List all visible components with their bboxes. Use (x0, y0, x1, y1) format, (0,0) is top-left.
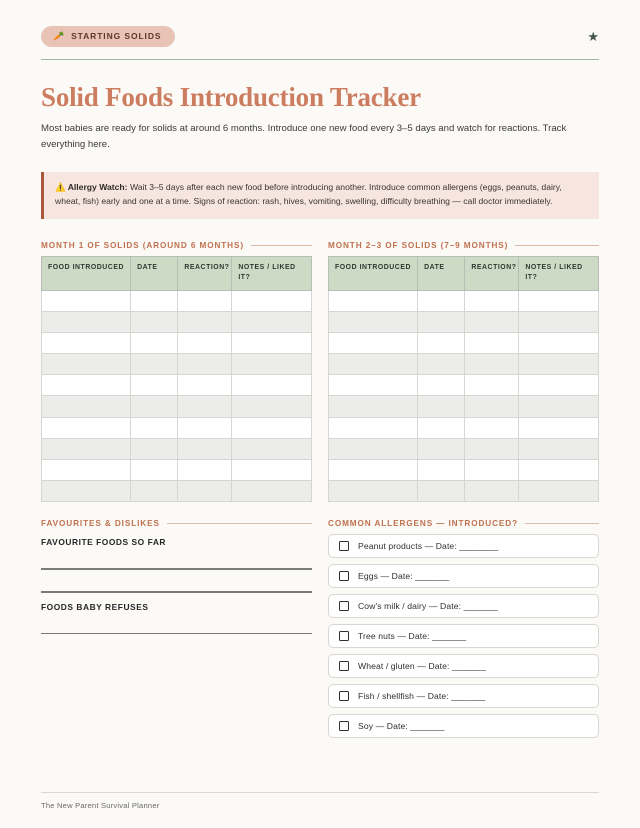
badge-label: STARTING SOLIDS (71, 31, 162, 41)
allergen-label: Tree nuts — Date: _______ (358, 631, 467, 642)
table-row[interactable] (42, 354, 312, 375)
table-row[interactable] (329, 354, 599, 375)
allergen-check-row[interactable] (328, 564, 599, 588)
starting-solids-badge (41, 26, 175, 47)
table-row[interactable] (329, 481, 599, 502)
allergen-label: Eggs — Date: _______ (358, 571, 450, 582)
table-cell[interactable] (465, 396, 519, 417)
table-row[interactable] (329, 438, 599, 459)
table-cell[interactable] (519, 375, 599, 396)
table-cell[interactable] (329, 481, 418, 502)
table-cell[interactable] (418, 417, 465, 438)
page-footer (41, 792, 599, 810)
checkbox-icon[interactable] (339, 631, 349, 641)
table-cell[interactable] (329, 417, 418, 438)
section-rule (525, 523, 599, 524)
allergen-label: Cow's milk / dairy — Date: _______ (358, 601, 498, 612)
table-cell[interactable] (131, 290, 178, 311)
table-cell[interactable] (418, 311, 465, 332)
page-intro: Most babies are ready for solids at around 6 months. Introduce one new food every 3–5 days and watch for reactions. Track everything here. (41, 123, 567, 150)
allergy-watch-callout (41, 172, 599, 219)
table-cell[interactable] (232, 354, 312, 375)
table-cell[interactable] (42, 481, 131, 502)
checkbox-icon[interactable] (339, 541, 349, 551)
table-cell[interactable] (329, 375, 418, 396)
table-cell[interactable] (178, 460, 232, 481)
table-row[interactable] (329, 417, 599, 438)
table-cell[interactable] (465, 311, 519, 332)
table-row[interactable] (42, 311, 312, 332)
table-cell[interactable] (42, 311, 131, 332)
allergen-check-row[interactable] (328, 624, 599, 648)
col-food-introduced: FOOD INTRODUCED (329, 256, 418, 290)
allergens-block (328, 519, 599, 744)
refused-foods-line-1[interactable] (41, 633, 312, 635)
table-cell[interactable] (418, 460, 465, 481)
table-cell[interactable] (178, 375, 232, 396)
table-cell[interactable] (178, 396, 232, 417)
table-cell[interactable] (42, 438, 131, 459)
favourite-foods-line-1[interactable] (41, 568, 312, 570)
table-cell[interactable] (465, 354, 519, 375)
star-icon: ★ (587, 29, 599, 44)
table-header-row (42, 256, 312, 290)
table-cell[interactable] (465, 417, 519, 438)
footer-divider (41, 792, 599, 793)
section-rule (515, 245, 599, 246)
table-row[interactable] (42, 481, 312, 502)
table-cell[interactable] (465, 290, 519, 311)
allergens-label: COMMON ALLERGENS — INTRODUCED? (328, 519, 518, 529)
allergen-check-row[interactable] (328, 714, 599, 738)
table-cell[interactable] (519, 396, 599, 417)
allergen-check-row[interactable] (328, 534, 599, 558)
allergen-check-row[interactable] (328, 684, 599, 708)
table-cell[interactable] (329, 396, 418, 417)
table-cell[interactable] (131, 332, 178, 353)
allergen-label: Soy — Date: _______ (358, 721, 445, 732)
table-cell[interactable] (42, 396, 131, 417)
table-cell[interactable] (131, 354, 178, 375)
table-row[interactable] (329, 290, 599, 311)
table-cell[interactable] (232, 417, 312, 438)
carrot-icon: 🥕 (53, 30, 66, 41)
table-cell[interactable] (178, 311, 232, 332)
table-cell[interactable] (329, 290, 418, 311)
table-cell[interactable] (465, 375, 519, 396)
favourites-block (41, 519, 312, 744)
favourites-section-head (41, 519, 312, 528)
allergen-check-row[interactable] (328, 654, 599, 678)
table-row[interactable] (329, 375, 599, 396)
table-cell[interactable] (178, 290, 232, 311)
table-cell[interactable] (232, 481, 312, 502)
table-cell[interactable] (131, 417, 178, 438)
table-cell[interactable] (178, 332, 232, 353)
table-cell[interactable] (42, 417, 131, 438)
table-header-row (329, 256, 599, 290)
checkbox-icon[interactable] (339, 721, 349, 731)
callout-label: Allergy Watch: (67, 181, 128, 192)
favourite-foods-label: FAVOURITE FOODS SO FAR (41, 537, 167, 548)
table-cell[interactable] (329, 332, 418, 353)
table-row[interactable] (42, 438, 312, 459)
table-row[interactable] (42, 290, 312, 311)
table-cell[interactable] (329, 438, 418, 459)
table-row[interactable] (42, 375, 312, 396)
table-cell[interactable] (519, 481, 599, 502)
month-2-3-table (328, 256, 599, 503)
allergen-check-row[interactable] (328, 594, 599, 618)
table-cell[interactable] (131, 311, 178, 332)
table-cell[interactable] (519, 311, 599, 332)
warning-icon: ⚠️ (55, 181, 66, 192)
table-cell[interactable] (42, 354, 131, 375)
table-cell[interactable] (131, 396, 178, 417)
table-cell[interactable] (418, 332, 465, 353)
table-cell[interactable] (465, 481, 519, 502)
month-2-3-block (328, 241, 599, 503)
table-cell[interactable] (232, 396, 312, 417)
table-cell[interactable] (178, 438, 232, 459)
table-row[interactable] (42, 460, 312, 481)
allergen-label: Wheat / gluten — Date: _______ (358, 661, 487, 672)
table-cell[interactable] (42, 290, 131, 311)
col-date: DATE (418, 256, 465, 290)
table-cell[interactable] (131, 438, 178, 459)
table-cell[interactable] (519, 460, 599, 481)
top-bar (41, 0, 599, 47)
month-1-section-head (41, 241, 312, 250)
table-row[interactable] (329, 460, 599, 481)
table-cell[interactable] (418, 396, 465, 417)
callout-text: Wait 3–5 days after each new food before introducing another. Introduce common allergens (eggs, peanuts, dairy, wheat, fish) early and one at a time. Signs of reaction: rash, hives, vomiting, swelling, difficulty breathing — call doctor immediately. (55, 181, 562, 206)
favourite-foods-line-2[interactable] (41, 591, 312, 593)
lower-sections (41, 519, 599, 744)
month-2-3-label: MONTH 2–3 OF SOLIDS (7–9 MONTHS) (328, 240, 509, 250)
col-reaction: REACTION? (178, 256, 232, 290)
table-cell[interactable] (519, 290, 599, 311)
allergen-label: Fish / shellfish — Date: _______ (358, 691, 486, 702)
table-cell[interactable] (418, 438, 465, 459)
month-1-block (41, 241, 312, 503)
table-cell[interactable] (178, 354, 232, 375)
table-row[interactable] (42, 396, 312, 417)
table-cell[interactable] (418, 481, 465, 502)
table-row[interactable] (329, 396, 599, 417)
refused-foods-label: FOODS BABY REFUSES (41, 601, 149, 612)
allergen-label: Peanut products — Date: ________ (358, 541, 499, 552)
table-cell[interactable] (465, 332, 519, 353)
table-cell[interactable] (329, 354, 418, 375)
table-cell[interactable] (465, 438, 519, 459)
table-cell[interactable] (329, 460, 418, 481)
table-cell[interactable] (178, 417, 232, 438)
table-cell[interactable] (131, 375, 178, 396)
table-cell[interactable] (42, 460, 131, 481)
table-row[interactable] (42, 332, 312, 353)
page-title: Solid Foods Introduction Tracker (41, 82, 421, 112)
table-cell[interactable] (519, 332, 599, 353)
section-rule (167, 523, 312, 524)
table-cell[interactable] (519, 417, 599, 438)
table-row[interactable] (329, 332, 599, 353)
header-divider (41, 59, 599, 60)
table-cell[interactable] (131, 481, 178, 502)
table-cell[interactable] (519, 438, 599, 459)
table-cell[interactable] (418, 354, 465, 375)
month-1-table (41, 256, 312, 503)
table-cell[interactable] (232, 460, 312, 481)
col-food-introduced: FOOD INTRODUCED (42, 256, 131, 290)
checkbox-icon[interactable] (339, 661, 349, 671)
footer-text: The New Parent Survival Planner (41, 801, 160, 810)
table-cell[interactable] (519, 354, 599, 375)
table-cell[interactable] (42, 332, 131, 353)
table-cell[interactable] (131, 460, 178, 481)
favourites-fields (41, 537, 312, 634)
table-cell[interactable] (465, 460, 519, 481)
checkbox-icon[interactable] (339, 691, 349, 701)
checkbox-icon[interactable] (339, 601, 349, 611)
table-cell[interactable] (418, 375, 465, 396)
table-cell[interactable] (232, 290, 312, 311)
col-reaction: REACTION? (465, 256, 519, 290)
table-cell[interactable] (42, 375, 131, 396)
col-date: DATE (131, 256, 178, 290)
month-1-table-body (42, 290, 312, 502)
allergen-checklist (328, 534, 599, 738)
favourites-label: FAVOURITES & DISLIKES (41, 519, 160, 529)
table-cell[interactable] (232, 438, 312, 459)
month-2-3-table-body (329, 290, 599, 502)
table-cell[interactable] (232, 375, 312, 396)
month-1-label: MONTH 1 OF SOLIDS (AROUND 6 MONTHS) (41, 240, 244, 250)
table-cell[interactable] (232, 332, 312, 353)
table-row[interactable] (329, 311, 599, 332)
table-row[interactable] (42, 417, 312, 438)
table-cell[interactable] (178, 481, 232, 502)
month-2-3-section-head (328, 241, 599, 250)
col-notes: NOTES / LIKED IT? (519, 256, 599, 290)
table-cell[interactable] (329, 311, 418, 332)
section-rule (251, 245, 312, 246)
table-cell[interactable] (418, 290, 465, 311)
col-notes: NOTES / LIKED IT? (232, 256, 312, 290)
tracker-tables (41, 241, 599, 503)
checkbox-icon[interactable] (339, 571, 349, 581)
table-cell[interactable] (232, 311, 312, 332)
allergens-section-head (328, 519, 599, 528)
